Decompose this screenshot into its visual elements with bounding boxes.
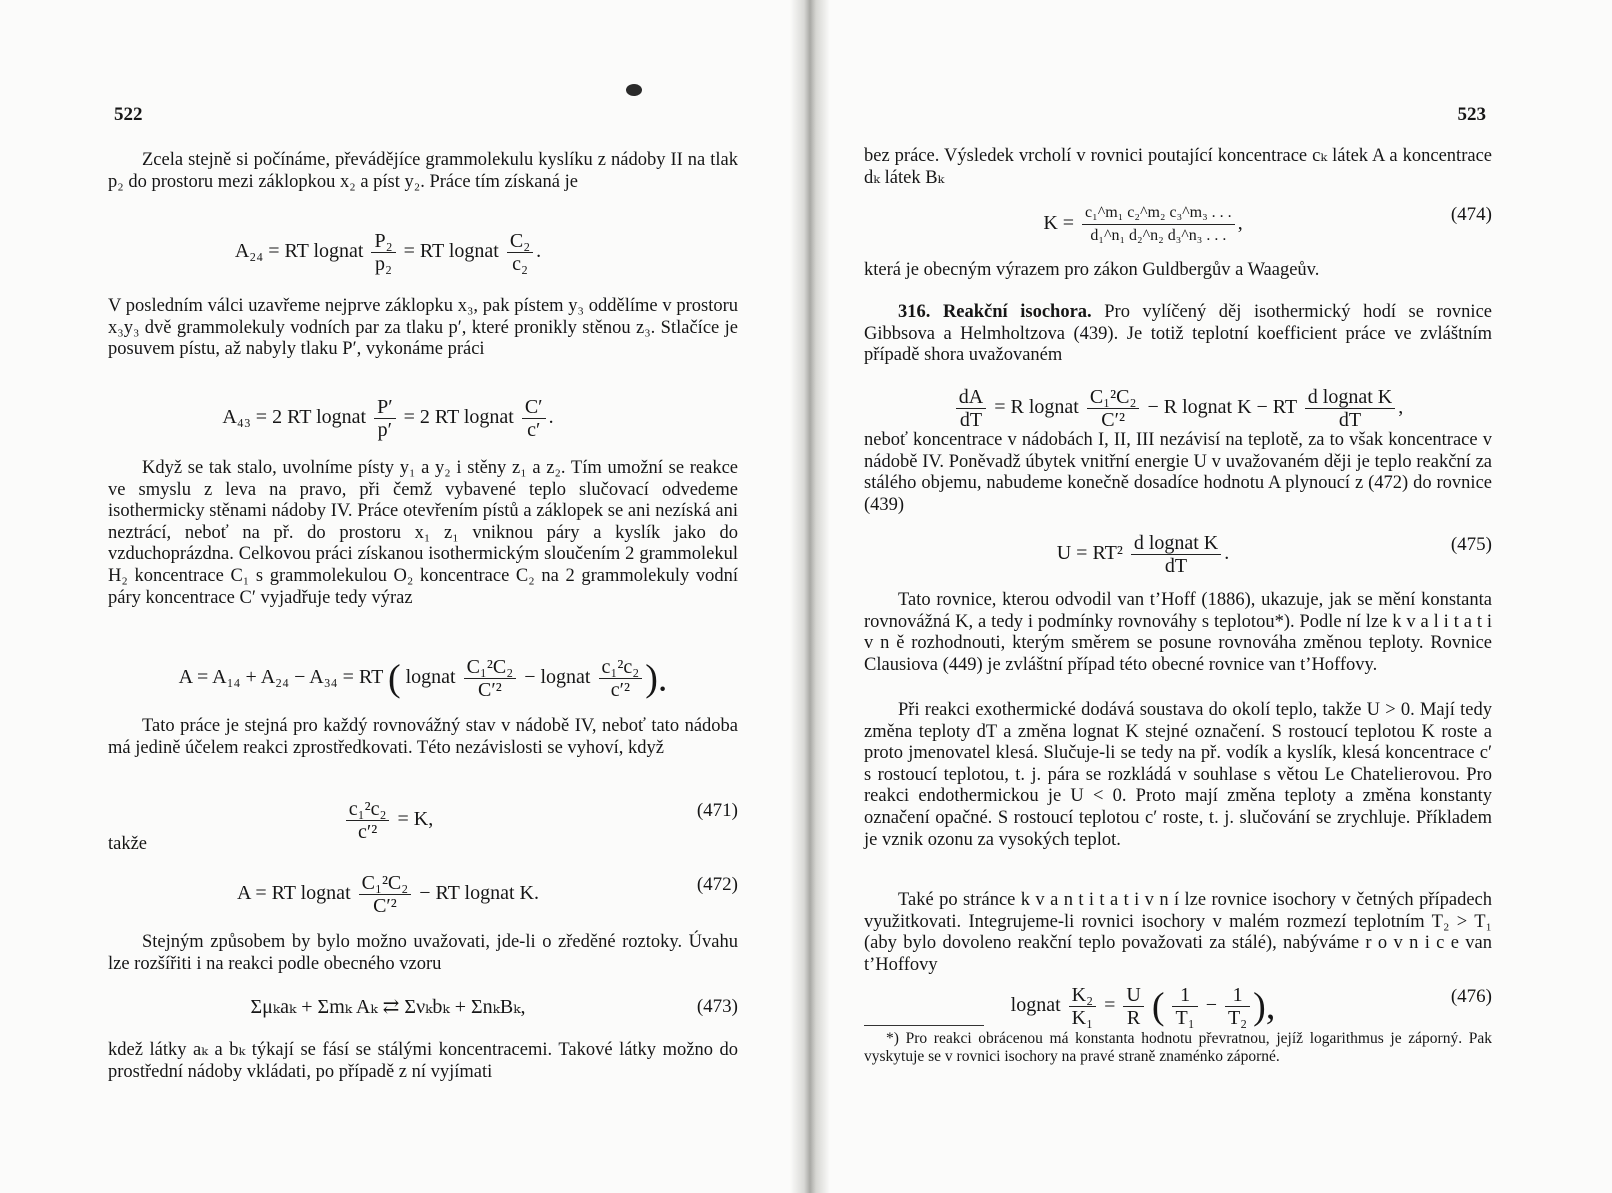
numerator: c₁²c₂ [599,656,643,679]
denominator: p₂ [375,253,393,275]
formula-end: . [548,406,554,429]
formula-term: lognat [405,666,456,689]
formula-lhs: A₂₄ = RT lognat [234,240,364,263]
formula [864,202,1422,247]
fraction [1172,984,1197,1029]
equation-number: (475) [1450,534,1492,555]
paragraph: bez práce. Výsledek vrcholí v rovnici poutající koncentrace cₖ látek A a koncentrace dₖ látek Bₖ [864,146,1492,188]
equation [864,976,1492,1029]
paragraph-text: Pro vylíčený děj isothermický hodí se rovnice Gibbsova a Helmholtzova (439). Je totiž teplotní koefficient práce ve zvláštním případě shora uvažovaném [864,302,1492,366]
paren-close: ). [645,657,668,700]
formula-end: , [1398,396,1404,419]
formula [108,230,668,275]
formula [864,386,1492,431]
numerator: P′ [374,396,396,419]
numerator: C₂ [507,230,533,253]
formula-lhs: A = A₁₄ + A₂₄ − A₃₄ = RT [178,666,383,689]
formula-end: . [536,240,542,263]
page-number: 523 [1457,104,1486,125]
formula [864,984,1422,1029]
fraction [1069,984,1096,1029]
fraction [1123,984,1143,1029]
equation [864,524,1492,577]
fraction [1131,532,1221,577]
fraction [359,872,412,917]
fraction [1305,386,1395,431]
fraction [1082,202,1235,247]
paragraph: Když se tak stalo, uvolníme písty y₁ a y₂ i stěny z₁ a z₂. Tím umožní se reakce ve smyslu z leva na pravo, při čemž vybavené teplo slučovací odvedeme isothermicky stěnami nádoby IV. Práce otevřením pístů a záklopek se ani nezíská ani neztrácí, neboť na př. do prostoru x₁ z₁ vniknou páry a kyslík jako do vzduchoprázdna. Celkovou práci získanou isothermickým sloučením 2 grammolekul H₂ koncentrace C₁ s grammolekulou O₂ koncentrace C₂ na 2 grammolekuly vodní páry koncentrace C′ vyjadřuje tedy výraz [108,458,738,608]
equation [864,194,1492,244]
equation-number: (472) [696,874,738,895]
formula-lhs: K = [1043,212,1075,235]
section-heading: 316. Reakční isochora. [898,302,1092,322]
page-number: 522 [114,104,143,125]
book-gutter [790,0,830,1193]
numerator: C₁²C₂ [1087,386,1140,409]
formula-lhs: A = RT lognat [237,882,351,905]
formula: Σμₖaₖ + Σmₖ Aₖ ⇄ Σνₖbₖ + ΣnₖBₖ, [250,996,526,1018]
fraction [371,230,395,275]
fraction [374,396,396,441]
right-page [864,0,1492,1193]
equation-number: (473) [696,996,738,1017]
paragraph: neboť koncentrace v nádobách I, II, III nezávisí na teplotě, za to však koncentrace v nádobě IV. Poněvadž úbytek vnitřní energie U v uvažovaném ději je teplo reakční za stálého objemu, nabudeme konečně dosadíce hodnotu A plynoucí z (472) do rovnice (439) [864,430,1492,515]
denominator: dT [1164,555,1188,577]
paragraph: která je obecným výrazem pro zákon Guldbergův a Waageův. [864,260,1320,280]
fraction [1225,984,1250,1029]
paragraph: Také po stránce k v a n t i t a t i v n í lze rovnice isochory v četných případech využitkovati. Integrujeme-li rovnici isochory v malém rozmezí teplotním T₂ > T₁ (aby bylo dovoleno reakční teplo považovati za stálé), nabýváme r o v n i c e van t’Hoffovy [864,890,1492,975]
fraction [507,230,533,275]
numerator: 1 [1172,984,1197,1007]
numerator: K₂ [1069,984,1096,1007]
formula [108,656,738,701]
formula-end: . [1224,542,1230,565]
numerator: c₁^m₁ c₂^m₂ c₃^m₃ . . . [1082,202,1235,225]
denominator: T₁ [1175,1007,1195,1029]
paragraph: Zcela stejně si počínáme, převádějíce grammolekulu kyslíku z nádoby II na tlak p₂ do prostoru mezi záklopkou x₂ a píst y₂. Práce tím získaná je [108,150,738,192]
paragraph: takže [108,834,148,854]
equation [108,222,738,275]
equation-number: (474) [1450,204,1492,225]
denominator: p′ [377,419,393,441]
denominator: K₁ [1071,1007,1094,1029]
formula-lhs: U = RT² [1056,542,1123,565]
denominator: c′² [610,679,630,701]
equals-sign: = [1104,994,1116,1017]
paren-open: ( [1151,985,1165,1028]
numerator: dA [956,386,986,409]
denominator: c′² [358,821,378,843]
denominator: C′² [1101,409,1125,431]
equation [108,986,738,1030]
fraction [1087,386,1140,431]
equation [864,372,1492,432]
formula-rhs: = K, [397,808,434,831]
denominator: C′² [478,679,502,701]
footnote-rule [864,1025,984,1026]
denominator: c′ [527,419,541,441]
formula [864,532,1422,577]
denominator: dT [1338,409,1362,431]
fraction [599,656,643,701]
equation-number: (476) [1450,986,1492,1007]
numerator: c₁²c₂ [346,798,390,821]
numerator: C₁²C₂ [464,656,517,679]
formula [108,872,668,917]
paren-close: ), [1253,985,1276,1028]
equation [108,388,738,441]
minus-sign: − [1205,994,1217,1017]
footnote: *) Pro reakci obrácenou má konstanta hodnotu převratnou, jejíž logarithmus je záporný. Pak vyskytuje se v rovnici isochory na pravé straně znaménko záporné. [864,1030,1492,1065]
denominator: dT [959,409,983,431]
formula-term: = R lognat [994,396,1079,419]
paragraph: kdež látky aₖ a bₖ týkají se fásí se stálými koncentracemi. Takové látky možno do prostřední nádoby vkládati, po případě z ní vyjímati [108,1040,738,1082]
formula-middle: = RT lognat [403,240,499,263]
paragraph: Stejným způsobem by bylo možno uvažovati, jde-li o zředěné roztoky. Úvahu lze rozšířiti i na reakci podle obecného vzoru [108,932,738,974]
formula-term: − lognat [524,666,591,689]
paragraph: Tato rovnice, kterou odvodil van t’Hoff (1886), ukazuje, jak se mění konstanta rovnovážná K, a tedy i podmínky rovnováhy s teplotou*). Podle ní lze k v a l i t a t i v n ě rozhodnouti, kterým směrem se posune rovnováha změnou teploty. Rovnice Clausiova (449) je zvláštní případ této obecné rovnice van t’Hoffovy. [864,590,1492,675]
numerator: P₂ [371,230,395,253]
formula-end: , [1237,212,1243,235]
equation-number: (471) [696,800,738,821]
numerator: 1 [1225,984,1250,1007]
paragraph: V posledním válci uzavřeme nejprve záklopku x₃, pak pístem y₃ oddělíme v prostoru x₃y₃ dvě grammolekuly vodních par za tlaku p′, které pronikly stěnou z₃. Stlačíce je posuvem pístu, až nabyly tlaku P′, vykonáme práci [108,296,738,360]
paragraph [864,302,1492,367]
paragraph: Při reakci exothermické dodává soustava do okolí teplo, takže U > 0. Mají tedy změna teploty dT a změna lognat K stejné označení. S rostoucí teplotou K roste a proto jmenovatel klesá. Slučuje-li se tedy na př. vodík a kyslík, klesá koncentrace c′ s rostoucí teplotou, t. j. pára se rozkládá v souhlase s větou Le Chatelierovou. Pro reakci endothermickou je U < 0. Proto mají změna teploty a změna konstanty označení opačné. S rostoucí teplotou c′ roste, t. j. slučování se zrychluje. Příkladem je vznik ozonu za vysokých teplot. [864,700,1492,850]
left-page [108,0,738,1193]
denominator: c₂ [512,253,528,275]
numerator: d lognat K [1305,386,1395,409]
paren-open: ( [387,657,401,700]
paragraph: Tato práce je stejná pro každý rovnovážný stav v nádobě IV, neboť tato nádoba má jedině účelem reakci zprostředkovati. Této nezávislosti se vyhoví, když [108,716,738,758]
formula-term: − R lognat K − RT [1147,396,1297,419]
numerator: C′ [522,396,546,419]
formula-lhs: lognat [1010,994,1061,1017]
fraction [956,386,986,431]
denominator: C′² [373,895,397,917]
fraction [522,396,546,441]
denominator: T₂ [1227,1007,1248,1029]
numerator: d lognat K [1131,532,1221,555]
numerator: U [1123,984,1143,1007]
formula-middle: = 2 RT lognat [403,406,514,429]
denominator: d₁^n₁ d₂^n₂ d₃^n₃ . . . [1090,227,1227,244]
equation [108,790,738,843]
formula-lhs: A₄₃ = 2 RT lognat [222,406,367,429]
numerator: C₁²C₂ [359,872,412,895]
fraction [464,656,517,701]
formula [108,396,668,441]
equation [108,864,738,917]
formula-rhs: − RT lognat K. [419,882,539,905]
denominator: R [1126,1007,1141,1029]
equation [108,642,738,702]
